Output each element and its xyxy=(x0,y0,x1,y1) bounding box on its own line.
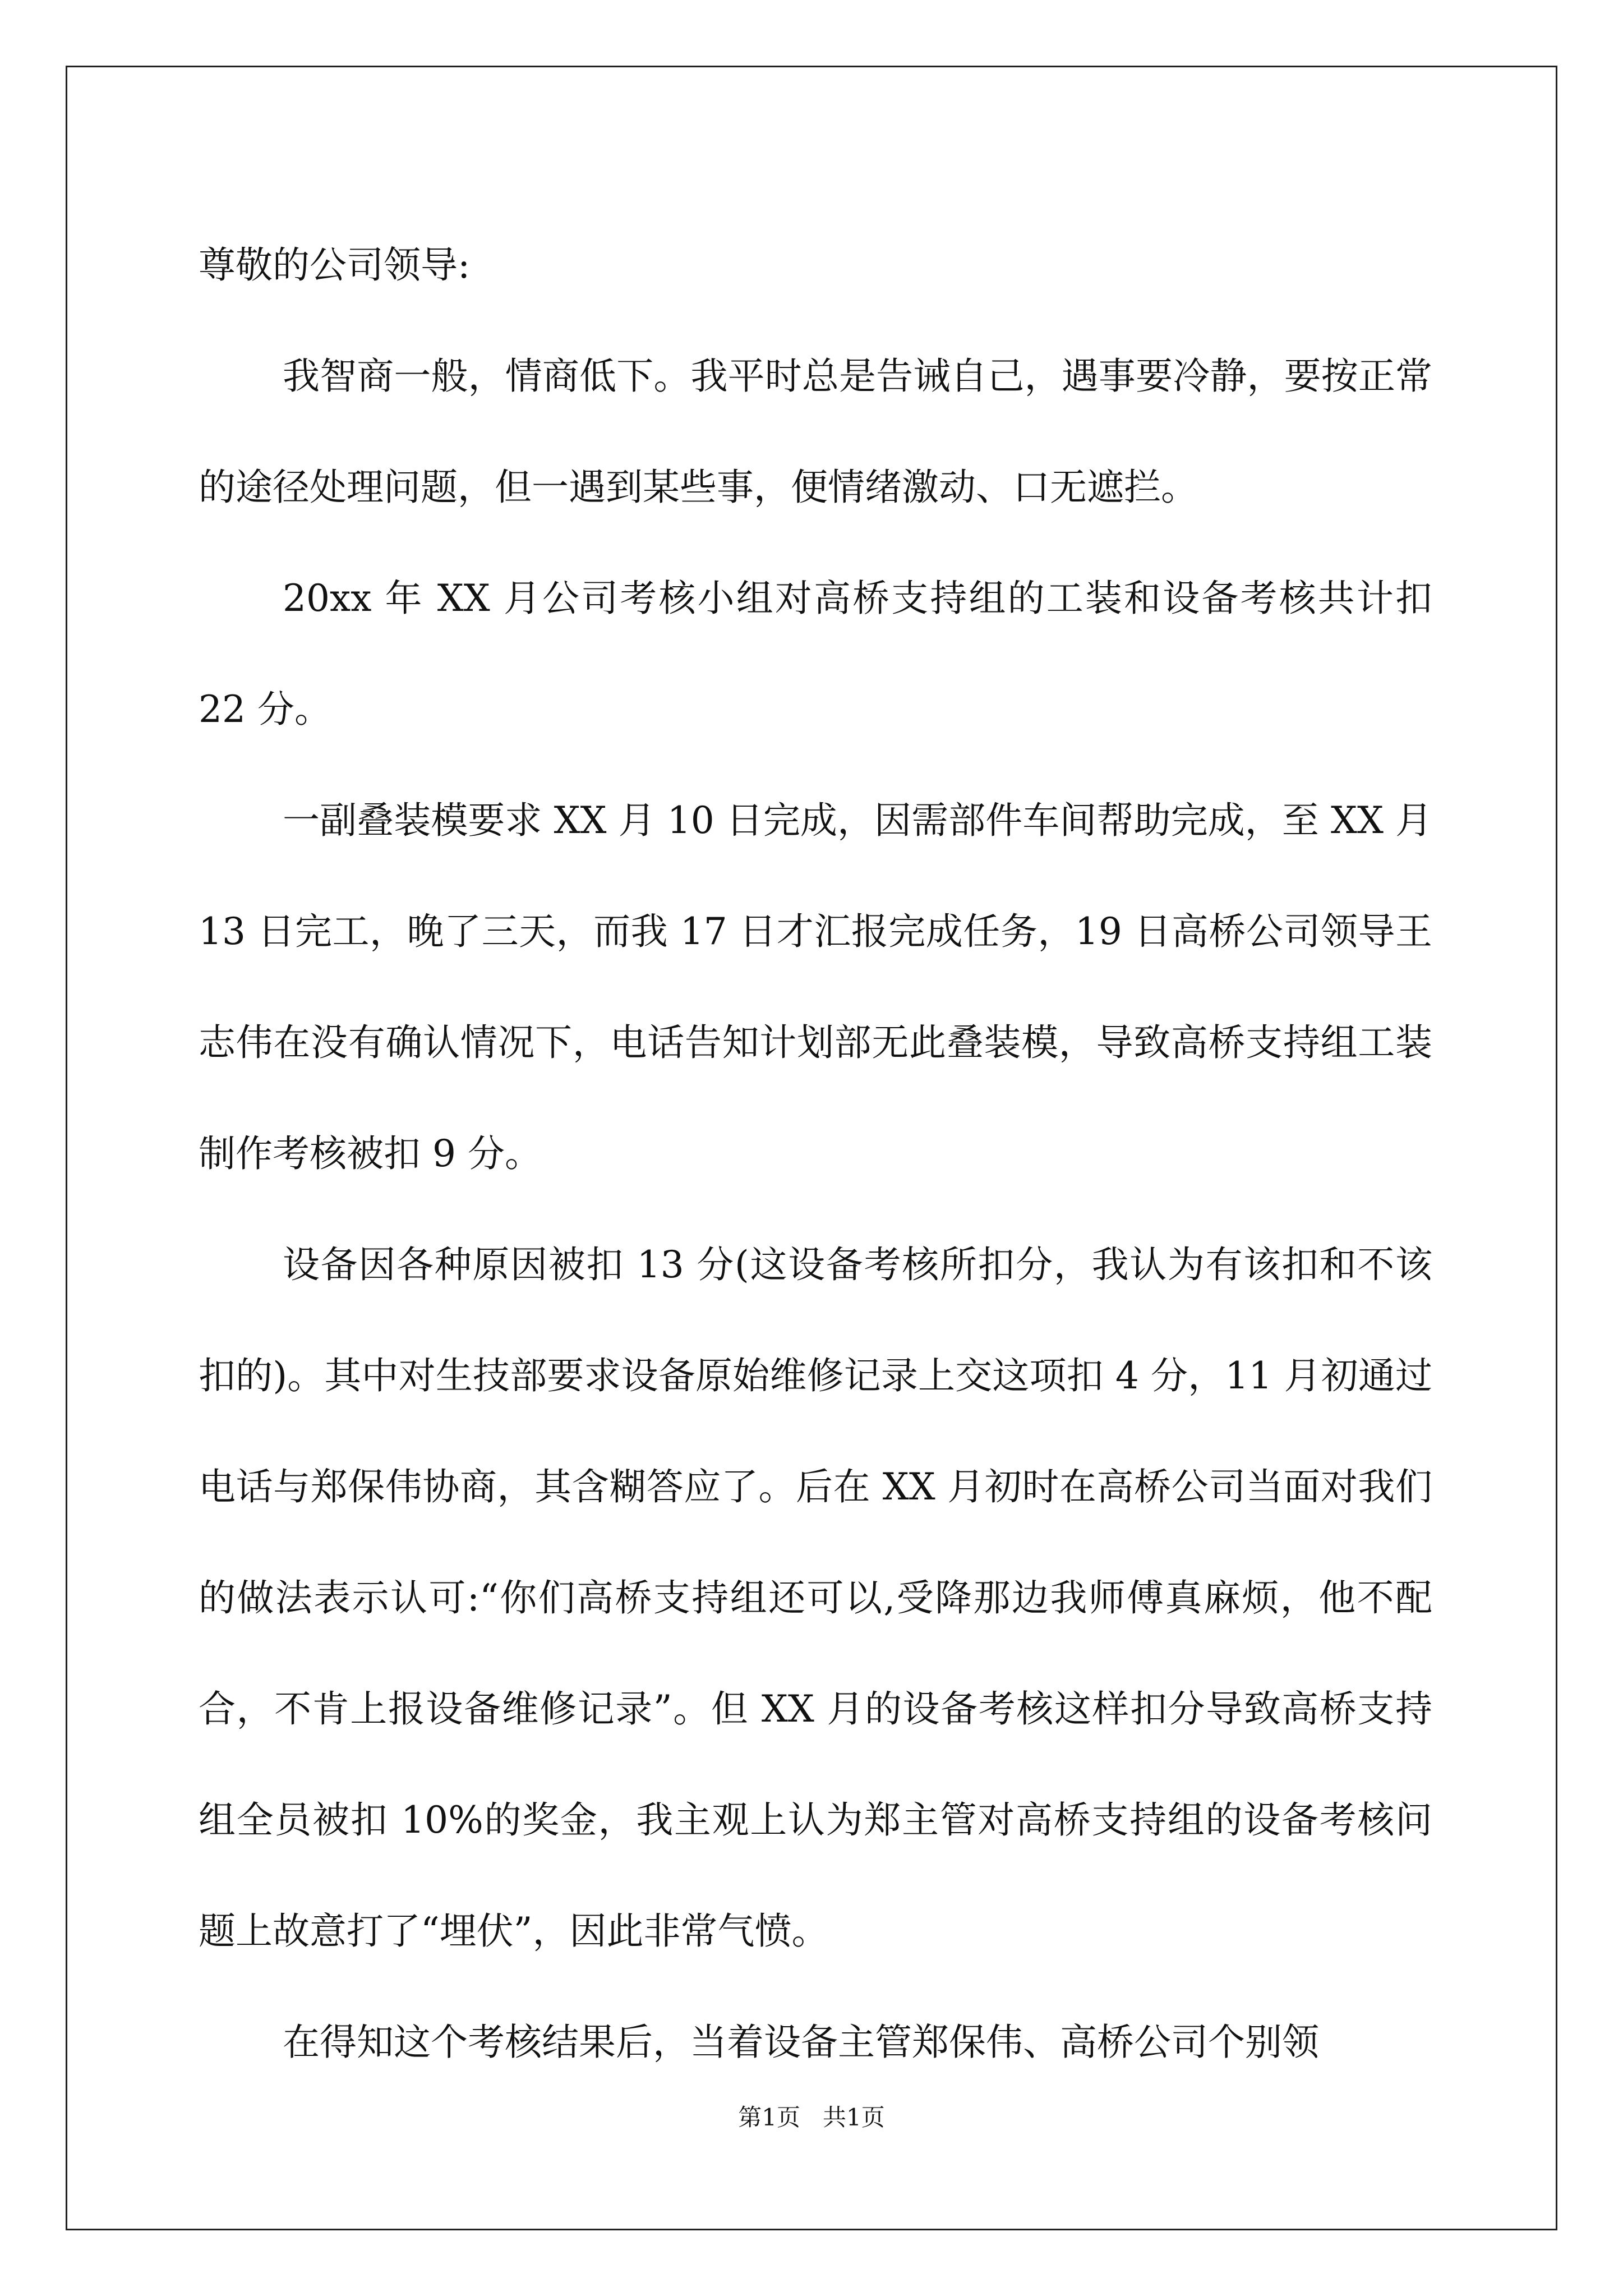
paragraph-5: 在得知这个考核结果后，当着设备主管郑保伟、高桥公司个别领 xyxy=(283,2021,1319,2064)
greeting-line: 尊敬的公司领导: xyxy=(199,243,471,287)
paragraph-3: 一副叠装模要求 XX 月 10 日完成，因需部件车间帮助完成，至 XX 月 13 日完工，晚了三天，而我 17 日才汇报完成任务，19 日高桥公司领导王志伟在没有确认情况下，电话告知计划部无此叠装模，导致高桥支持组工装制作考核被扣 9 分。 xyxy=(199,799,1432,1175)
document-body xyxy=(199,210,1432,2098)
paragraph-1: 我智商一般，情商低下。我平时总是告诫自己，遇事要冷静，要按正常的途径处理问题，但一遇到某些事，便情绪激动、口无遮拦。 xyxy=(199,355,1432,509)
page-footer: 第1页 共1页 xyxy=(738,2104,885,2131)
paragraph-2: 20xx 年 XX 月公司考核小组对高桥支持组的工装和设备考核共计扣 22 分。 xyxy=(199,577,1432,731)
paragraph-4: 设备因各种原因被扣 13 分(这设备考核所扣分，我认为有该扣和不该扣的)。其中对生技部要求设备原始维修记录上交这项扣 4 分，11 月初通过电话与郑保伟协商，其含糊答应了。后在 XX 月初时在高桥公司当面对我们的做法表示认可:“你们高桥支持组还可以,受降那边我师傅真麻烦，他不配合，不肯上报设备维修记录”。但 XX 月的设备考核这样扣分导致高桥支持组全员被扣 10%的奖金，我主观上认为郑主管对高桥支持组的设备考核问题上故意打了“埋伏”，因此非常气愤。 xyxy=(199,1243,1432,1953)
